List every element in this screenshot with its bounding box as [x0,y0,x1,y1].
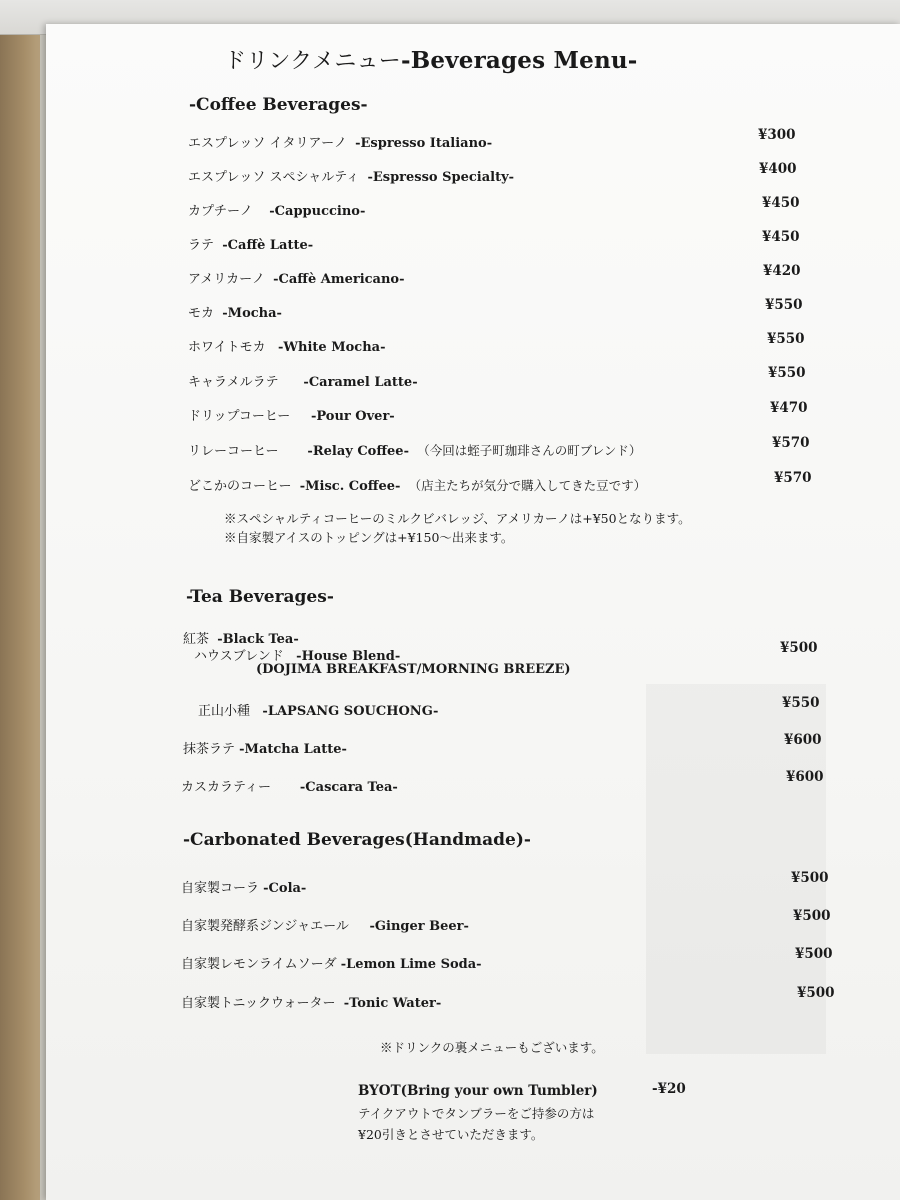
carbonated-price: ¥500 [791,870,829,886]
coffee-item: ホワイトモカ -White Mocha- [188,340,386,355]
tea-item-house-blend: ハウスブレンド -House Blend- [194,649,401,664]
tea-item-lapsang: 正山小種 -LAPSANG SOUCHONG- [198,704,439,719]
coffee-price: ¥550 [768,365,806,381]
page-title-jp: ドリンクメニュー [224,49,401,74]
tea-price: ¥600 [786,769,824,785]
byot-line-1: テイクアウトでタンブラーをご持参の方は [358,1106,595,1121]
tea-heading: -Tea Beverages- [186,587,334,607]
coffee-price: ¥400 [759,161,797,177]
carbonated-price: ¥500 [795,946,833,962]
coffee-heading: -Coffee Beverages- [189,95,368,115]
coffee-item: ドリップコーヒー -Pour Over- [188,409,395,424]
page-title [224,44,638,75]
coffee-price: ¥570 [774,470,812,486]
tea-item-cascara: カスカラティー -Cascara Tea- [181,780,398,795]
coffee-note: ※スペシャルティコーヒーのミルクビバレッジ、アメリカーノは+¥50となります。 [224,511,691,526]
carbonated-price: ¥500 [793,908,831,924]
coffee-price: ¥450 [762,229,800,245]
carbonated-item: 自家製トニックウォーター -Tonic Water- [181,996,442,1011]
carbonated-price: ¥500 [797,985,835,1001]
coffee-item: カプチーノ -Cappuccino- [188,204,366,219]
coffee-item: リレーコーヒー -Relay Coffee- （今回は蛭子町珈琲さんの町ブレンド） [188,443,642,459]
coffee-price: ¥570 [772,435,810,451]
carbonated-item: 自家製コーラ -Cola- [181,881,307,896]
carbonated-item: 自家製レモンライムソーダ -Lemon Lime Soda- [181,957,482,972]
coffee-item: ラテ -Caffè Latte- [188,238,314,253]
carbonated-item: 自家製発酵系ジンジャエール -Ginger Beer- [181,919,469,934]
byot-label: BYOT(Bring your own Tumbler) [358,1083,598,1099]
byot-line-2: ¥20引きとさせていただきます。 [358,1127,544,1142]
coffee-item: エスプレッソ イタリアーノ -Espresso Italiano- [188,136,493,151]
coffee-note: ※自家製アイスのトッピングは+¥150～出来ます。 [224,530,514,545]
tea-price: ¥500 [780,640,818,656]
coffee-item: キャラメルラテ -Caramel Latte- [188,375,418,390]
coffee-price: ¥470 [770,400,808,416]
tea-price: ¥550 [782,695,820,711]
tea-item-black-tea: 紅茶 -Black Tea- [183,632,299,647]
coffee-item: アメリカーノ -Caffè Americano- [188,272,405,287]
secret-menu-note: ※ドリンクの裏メニューもございます。 [380,1040,604,1055]
binder-edge [0,0,40,1200]
coffee-item: エスプレッソ スペシャルティ -Espresso Specialty- [188,170,515,185]
page-title-en: -Beverages Menu- [400,47,638,74]
coffee-price: ¥450 [762,195,800,211]
coffee-item: どこかのコーヒー -Misc. Coffee- （店主たちが気分で購入してきた豆です） [188,478,647,494]
carbonated-heading: -Carbonated Beverages(Handmade)- [183,830,531,850]
menu-page [46,24,900,1200]
coffee-price: ¥420 [763,263,801,279]
coffee-price: ¥550 [765,297,803,313]
coffee-item: モカ -Mocha- [188,306,282,321]
coffee-price: ¥300 [758,127,796,143]
tea-price: ¥600 [784,732,822,748]
tea-house-blend-sub: (DOJIMA BREAKFAST/MORNING BREEZE) [256,662,571,677]
coffee-price: ¥550 [767,331,805,347]
byot-discount: -¥20 [652,1081,686,1097]
tea-item-matcha: 抹茶ラテ -Matcha Latte- [183,742,347,757]
